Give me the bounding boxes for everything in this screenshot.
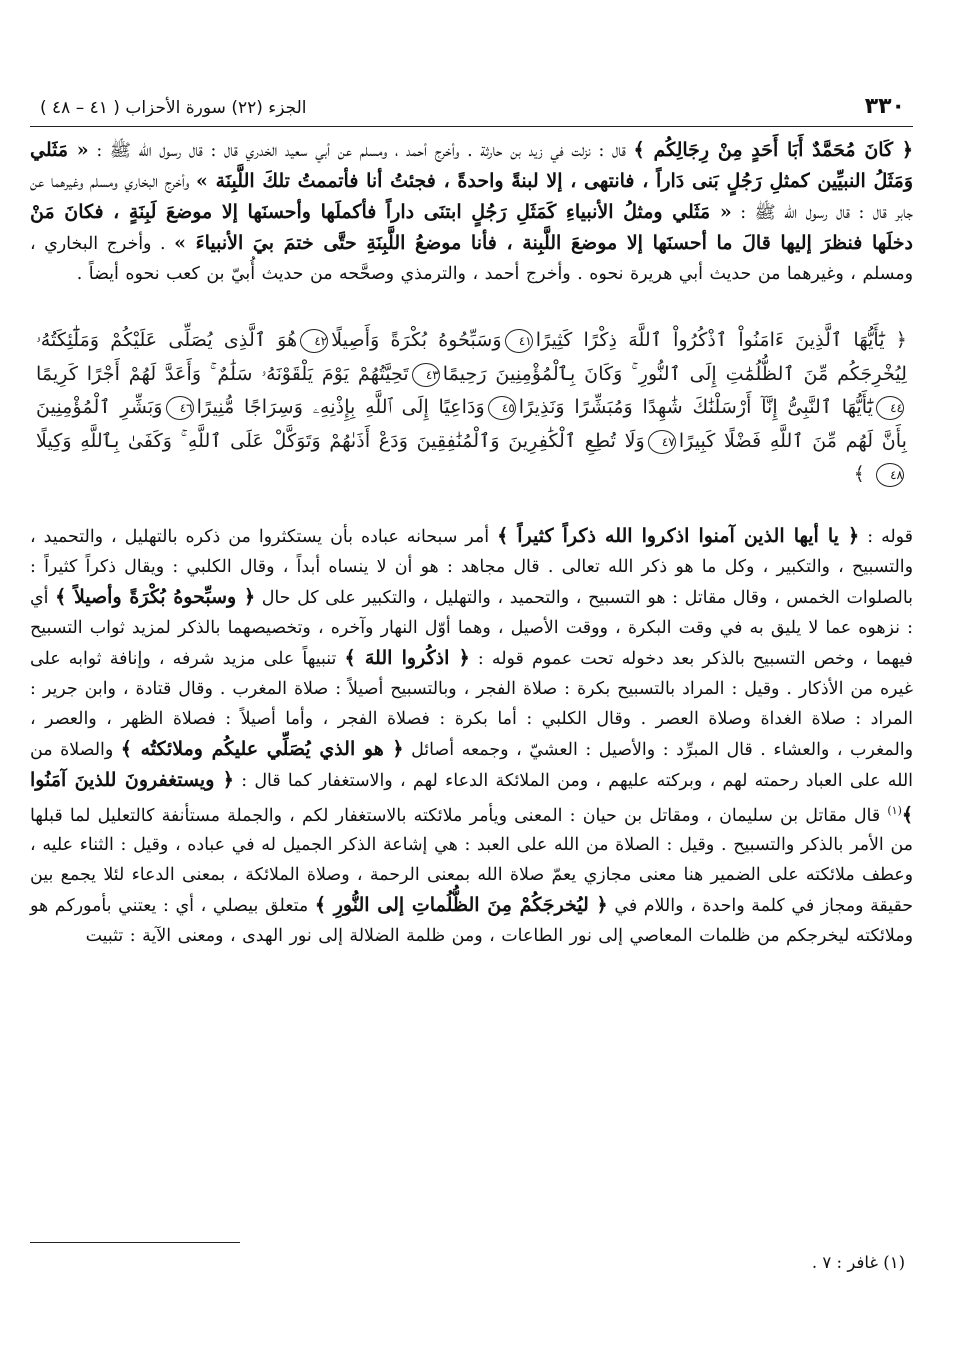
verse-45: يَٰٓأَيُّهَا ٱلنَّبِىُّ إِنَّآ أَرْسَلْنَٰكَ شَٰهِدًا وَمُبَشِّرًا وَنَذِيرًا <box>518 395 873 418</box>
verse-44: تَحِيَّتُهُمْ يَوْمَ يَلْقَوْنَهُۥ سَلَٰمٌ ۚ وَأَعَدَّ لَهُمْ أَجْرًا كَرِيمًا <box>36 361 409 385</box>
ayah-number-43: ٤٣ <box>412 363 440 387</box>
intro-text: . وأخرج البخاري ، ومسلم ، وغيرهما من حديث أبي هريرة نحوه . وأخرج أحمد ، والترمذي وصحَّحه من حديث أُبيّ بن كعب نحوه أيضاً . <box>30 234 913 284</box>
commentary-text: قال مقاتل بن سليمان ، ومقاتل بن حيان : المعنى ويأمر ملائكته بالاستغفار لكم ، والجملة مستأنفة كالتعليل لما قبلها من الأمر بالذكر والتسبيح . وقيل : الصلاة من الله على العبد : هي إشاعة الذكر الجميل له في عباده ، وقيل : الثناء عليه ، وعطف ملائكته على الضمير هنا معنى مجازي يعمّ صلاة الله بمعنى الرحمة ، وصلاة الملائكة ، بمعنى الدعاء لئلا يجمع بين حقيقة ومجاز في كلمة واحدة ، واللام في <box>30 805 913 917</box>
commentary-text: أمر سبحانه عباده بأن يستكثروا من ذكره بالتهليل ، والتحميد ، والتسبيح ، والتكبير ، وكل ما هو ذكر الله تعالى . قال مجاهد : هو أن لا ينساه أبداً ، وقال الكلبي : ويقال ذكراً كثيراً : بالصلوات الخمس ، وقال مقاتل : هو التسبيح ، والتحميد ، والتهليل ، والتكبير على كل حال <box>30 526 913 608</box>
commentary-text: والصلاة من الله على العباد رحمته لهم ، وبركته عليهم ، ومن الملائكة الدعاء لهم ، والاستغفار كما قال : <box>30 739 913 791</box>
verse-47: وَبَشِّرِ ٱلْمُؤْمِنِينَ بِأَنَّ لَهُم مِّنَ ٱللَّهِ فَضْلًا كَبِيرًا <box>36 395 907 452</box>
verse-quote: ﴿ كَانَ مُحَمَّدٌ أَبَا أَحَدٍ مِنْ رِجَالِكُم ﴾ <box>633 139 914 161</box>
commentary-text: قوله : <box>859 526 913 547</box>
verse-quote: ﴿ ويستغفرونَ للذينَ آمَنُوا ﴾ <box>30 768 913 826</box>
hadith-quote: « مَثَلي ومثلُ الأنبياءِ كَمَثَلِ رَجُلٍ ابتنَى داراً فأكملَها وأحسنَها إلا موضعَ لَبِنَةٍ ، فكانَ مَنْ دخلَها فنظرَ إليها قالَ ما أحسنَها إلا موضعَ اللَّبِنة ، فأنا موضعُ اللَّبِنَةِ حتَّى ختمَ بيَ الأنبياءَ » <box>30 201 914 254</box>
running-title: الجزء (٢٢) سورة الأحزاب ( ٤١ – ٤٨ ) <box>40 98 307 118</box>
ornate-bracket-open: ﴿ <box>895 328 908 351</box>
ayah-number-46: ٤٦ <box>166 396 194 420</box>
ayah-number-47: ٤٧ <box>648 430 676 454</box>
verse-42: وَسَبِّحُوهُ بُكْرَةً وَأَصِيلًا <box>331 328 502 351</box>
verse-48: وَلَا تُطِعِ ٱلْكَٰفِرِينَ وَٱلْمُنَٰفِقِينَ وَدَعْ أَذَىٰهُمْ وَتَوَكَّلْ عَلَى ٱللَّهِ ۚ وَكَفَىٰ بِٱللَّهِ وَكِيلًا <box>36 428 645 452</box>
ayah-number-44: ٤٤ <box>876 396 904 420</box>
intro-paragraph <box>30 135 913 289</box>
verse-quote: ﴿ يا أيها الذين آمنوا اذكروا الله ذكراً كثيراً ﴾ <box>497 524 860 547</box>
page <box>30 92 914 1272</box>
verse-quote: ﴿ وسبِّحوهُ بُكْرَةً وأصيلاً ﴾ <box>55 585 256 608</box>
verse-quote: ﴿ اذكُروا اللهَ ﴾ <box>344 646 470 669</box>
page-header <box>30 92 913 127</box>
footnote: (١) غافر : ٧ . <box>811 1253 905 1272</box>
ayah-number-42: ٤٢ <box>300 329 328 353</box>
ayah-number-48: ٤٨ <box>876 463 904 487</box>
ayah-number-41: ٤١ <box>505 329 533 353</box>
verse-quote: ﴿ هو الذي يُصَلِّي عليكُم وملائكتُه ﴾ <box>120 737 404 760</box>
ornate-bracket-close: ﴾ <box>853 462 865 485</box>
commentary-text: أي : نزهوه عما لا يليق به في وقت البكرة ، ووقت الأصيل ، وهما أوّل النهار وآخره ، وتخصيصهما بالذكر لمزيد ثواب التسبيح فيهما ، وخص التسبيح بالذكر بعد دخوله تحت عموم قوله : <box>30 587 913 669</box>
verse-43: هُوَ ٱلَّذِى يُصَلِّى عَلَيْكُمْ وَمَلَٰٓئِكَتُهُۥ لِيُخْرِجَكُم مِّنَ ٱلظُّلُمَٰتِ إِلَى ٱلنُّورِ ۚ وَكَانَ بِٱلْمُؤْمِنِينَ رَحِيمًا <box>36 328 907 385</box>
commentary-text: تنبيهاً على مزيد شرفه ، وإنافة ثوابه على غيره من الأذكار . وقيل : المراد بالتسبيح بكرة : صلاة الفجر ، وبالتسبيح أصيلاً : صلاة المغرب . وقال قتادة ، وابن جرير : المراد : صلاة الغداة وصلاة العصر . وقال الكلبي : أما بكرة : فصلاة الفجر ، وأما أصيلاً : فصلاة الظهر ، والعصر ، والمغرب ، والعشاء . قال المبرِّد : والأصيل : العشيّ ، وجمعه أصائل <box>30 648 913 760</box>
commentary-paragraph <box>30 521 913 952</box>
footnote-divider <box>30 1242 240 1243</box>
quran-passage <box>36 323 907 491</box>
verse-41: يَٰٓأَيُّهَا ٱلَّذِينَ ءَامَنُواْ ٱذْكُرُواْ ٱللَّهَ ذِكْرًا كَثِيرًا <box>535 328 885 351</box>
hadith-quote: « مَثَلي وَمَثَلُ النبيِّين كمثلِ رَجُلٍ بَنى دَاراً ، فانتهى ، إلا لبنةً واحدةً ، فجئتُ أنا فأتممتُ تلكَ اللَّبِنَة » <box>30 139 913 192</box>
page-number: ٣٣٠ <box>864 94 905 119</box>
footnote-marker: (١) <box>887 803 902 817</box>
verse-46: وَدَاعِيًا إِلَى ٱللَّهِ بِإِذْنِهِۦ وَسِرَاجًا مُّنِيرًا <box>196 395 485 418</box>
intro-text: وأخرج البخاري ومسلم وغيرهما عن جابر قال : قال رسول الله ﷺ : <box>30 172 913 223</box>
ayah-number-45: ٤٥ <box>488 396 516 420</box>
verse-quote: ﴿ ليُخرجَكُمْ مِنَ الظُّلُماتِ إلى النُّورِ ﴾ <box>314 894 608 917</box>
commentary-text: متعلق بيصلي ، أي : يعتني بأموركم هو وملائكته ليخرجكم من ظلمات المعاصي إلى نور الطاعات ، ومن ظلمة الضلالة إلى نور الهدى ، ومعنى الآية : تثبيت <box>30 896 913 947</box>
intro-text: قال : نزلت في زيد بن حارثة . وأخرج أحمد ، ومسلم عن أبي سعيد الخدري قال : قال رسول الله ﷺ : <box>88 141 634 161</box>
